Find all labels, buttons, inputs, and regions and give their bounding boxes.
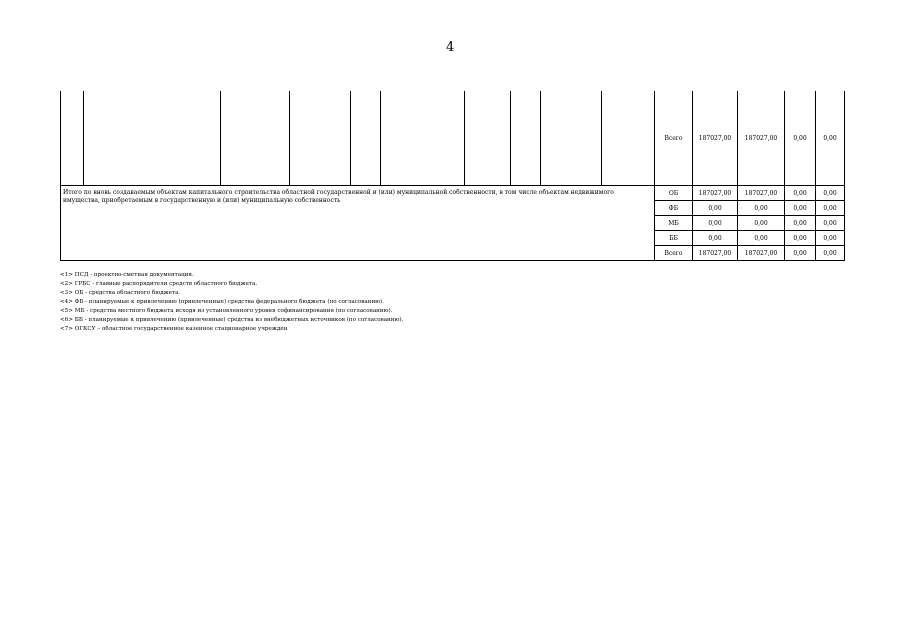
value-cell: 0,00 bbox=[816, 91, 845, 186]
value-cell: 0,00 bbox=[693, 201, 738, 216]
value-cell: 0,00 bbox=[785, 246, 816, 261]
fund-cell: ОБ bbox=[655, 186, 693, 201]
total-label: Итого по вновь создаваемым объектам капитального строительства областной государственной и (или) муниципальной собственности, в том числе объектам недвижимого имущества, приобретаемым в государственную и (или) муниципальную собственность bbox=[61, 186, 655, 261]
value-cell: 187027,00 bbox=[738, 91, 785, 186]
footnote: <6> ББ - планируемые к привлечению (привлеченные) средства из внебюджетных источников (по согласованию). bbox=[60, 317, 404, 323]
table-cell bbox=[541, 91, 602, 186]
value-cell: 0,00 bbox=[785, 231, 816, 246]
footnote: <4> ФБ - планируемые к привлечению (привлеченные) средства федерального бюджета (по согласованию). bbox=[60, 299, 384, 305]
table-cell bbox=[602, 91, 655, 186]
fund-cell: Всего bbox=[655, 246, 693, 261]
table-row bbox=[61, 91, 845, 186]
value-cell: 0,00 bbox=[785, 186, 816, 201]
footnote: <7> ОГКСУ – областное государственное казенное стационарное учрежден bbox=[60, 326, 288, 332]
value-cell: 0,00 bbox=[816, 201, 845, 216]
value-cell: 0,00 bbox=[738, 231, 785, 246]
value-cell: 0,00 bbox=[816, 186, 845, 201]
table-cell bbox=[381, 91, 465, 186]
value-cell: 187027,00 bbox=[693, 91, 738, 186]
value-cell: 0,00 bbox=[738, 201, 785, 216]
footnote: <2> ГРБС - главные распорядители средств областного бюджета. bbox=[60, 281, 258, 287]
table-cell bbox=[61, 91, 84, 186]
table-cell bbox=[221, 91, 290, 186]
value-cell: 0,00 bbox=[693, 216, 738, 231]
table-cell bbox=[511, 91, 541, 186]
fund-cell: ББ bbox=[655, 231, 693, 246]
budget-table bbox=[60, 91, 845, 261]
fund-cell: Всего bbox=[655, 91, 693, 186]
fund-cell: МБ bbox=[655, 216, 693, 231]
value-cell: 187027,00 bbox=[693, 186, 738, 201]
table-cell bbox=[351, 91, 381, 186]
value-cell: 0,00 bbox=[785, 201, 816, 216]
table-cell bbox=[290, 91, 351, 186]
value-cell: 0,00 bbox=[738, 216, 785, 231]
value-cell: 0,00 bbox=[785, 91, 816, 186]
value-cell: 187027,00 bbox=[738, 246, 785, 261]
footnote: <5> МБ - средства местного бюджета исходя из установленного уровня софинансирования (по согласованию). bbox=[60, 308, 393, 314]
value-cell: 187027,00 bbox=[738, 186, 785, 201]
value-cell: 187027,00 bbox=[693, 246, 738, 261]
footnote: <3> ОБ - средства областного бюджета. bbox=[60, 290, 181, 296]
value-cell: 0,00 bbox=[816, 231, 845, 246]
value-cell: 0,00 bbox=[816, 216, 845, 231]
footnotes bbox=[60, 271, 403, 334]
page-number: 4 bbox=[446, 40, 455, 55]
table-row bbox=[61, 186, 845, 201]
fund-cell: ФБ bbox=[655, 201, 693, 216]
table-cell bbox=[84, 91, 221, 186]
footnote: <1> ПСД - проектно-сметная документация. bbox=[60, 272, 194, 278]
value-cell: 0,00 bbox=[816, 246, 845, 261]
table-cell bbox=[465, 91, 511, 186]
value-cell: 0,00 bbox=[693, 231, 738, 246]
value-cell: 0,00 bbox=[785, 216, 816, 231]
